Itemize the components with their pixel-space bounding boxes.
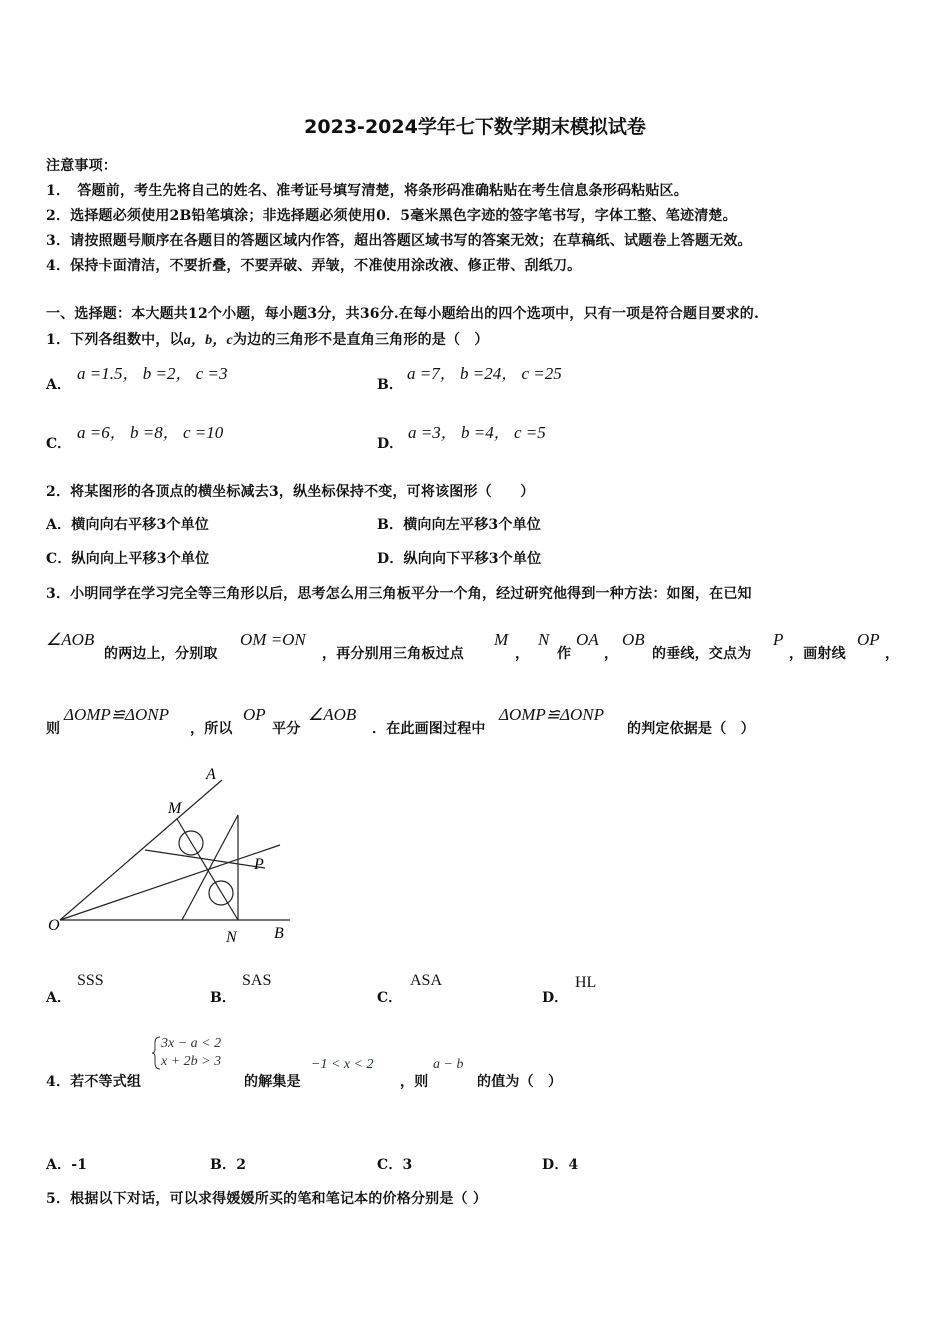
q2-option-a: A．横向向右平移3个单位 (46, 517, 210, 533)
q4-option-b: B．2 (210, 1157, 247, 1173)
q3-option-a-value: SSS (77, 972, 104, 989)
q1-option-b-value: a =7， b =24， c =25 (407, 364, 562, 383)
label-o: O (48, 917, 60, 934)
notice-item: 3．请按照题号顺序在各题目的答题区域内作答，超出答题区域书写的答案无效；在草稿纸、试题卷上答题无效。 (46, 233, 752, 249)
q3-op: OP (243, 705, 266, 724)
q2-option-c: C．纵向向上平移3个单位 (46, 551, 210, 567)
label-a: A (206, 766, 216, 783)
q3-comma: ， (515, 646, 530, 662)
q3-text: ，再分别用三角板过点 (322, 646, 464, 662)
q3-text: 作 (557, 646, 572, 662)
q4-text: 的值为（ ） (477, 1074, 563, 1090)
ray-op (60, 845, 280, 920)
q3-text: 则 (46, 721, 61, 737)
label-p: P (254, 856, 264, 873)
q3-angle-aob: ∠AOB (46, 630, 95, 649)
q2-stem: 2．将某图形的各顶点的横坐标减去3，纵坐标保持不变，可将该图形（ ） (46, 484, 535, 500)
notice-heading: 注意事项： (46, 158, 117, 174)
q1-option-a-value: a =1.5， b =2， c =3 (77, 364, 228, 383)
q3-angle-aob: ∠AOB (308, 705, 357, 724)
q4-expression: a − b (433, 1057, 464, 1072)
q4-system: 3x − a < 2 x + 2b > 3 (161, 1036, 222, 1069)
q3-option-a-label: A． (46, 990, 71, 1006)
section-heading: 一、选择题：本大题共12个小题，每小题3分，共36分.在每小题给出的四个选项中，只有一项是符合题目要求的. (46, 306, 760, 322)
q3-text: 的垂线，交点为 (652, 646, 752, 662)
notice-item: 4．保持卡面清洁，不要折叠，不要弄破、弄皱，不准使用涂改液、修正带、刮纸刀。 (46, 258, 582, 274)
q3-point-p: P (773, 630, 784, 649)
label-b: B (274, 925, 284, 942)
q4-option-d: D．4 (542, 1157, 579, 1173)
q3-text: 的判定依据是（ ） (627, 721, 755, 737)
q3-line1: 3．小明同学在学习完全等三角形以后，思考怎么用三角板平分一个角，经过研究他得到一种方法：如图，在已知 (46, 586, 752, 602)
q2-option-b: B．横向向左平移3个单位 (377, 517, 541, 533)
q3-point-n: N (538, 630, 550, 649)
label-m: M (168, 800, 182, 817)
q3-congruence: ΔOMP≌ΔONP (64, 705, 170, 724)
q3-oa: OA (576, 630, 599, 649)
q4-option-c: C．3 (377, 1157, 413, 1173)
q3-figure (40, 760, 310, 950)
q3-option-d-label: D． (542, 990, 569, 1006)
label-n: N (226, 929, 237, 946)
q1-option-d-value: a =3， b =4， c =5 (408, 423, 546, 442)
q2-option-d: D．纵向向下平移3个单位 (377, 551, 542, 567)
q3-ob: OB (622, 630, 645, 649)
q1-option-b-label: B． (377, 377, 403, 393)
notice-item: 2．选择题必须使用2B铅笔填涂；非选择题必须使用0．5毫米黑色字迹的签字笔书写，字体工整、笔迹清楚。 (46, 208, 737, 224)
q1-option-c-label: C． (46, 436, 72, 452)
q3-text: 平分 (272, 721, 301, 737)
q3-option-d-value: HL (575, 974, 597, 991)
q3-text: ，所以 (190, 721, 233, 737)
q3-option-b-value: SAS (242, 972, 272, 989)
q1-option-c-value: a =6， b =8， c =10 (77, 423, 224, 442)
ray-oa (60, 780, 222, 920)
q1-option-d-label: D． (377, 436, 404, 452)
q4-text: 4．若不等式组 (46, 1074, 142, 1090)
notice-item: 1． 答题前，考生先将自己的姓名、准考证号填写清楚，将条形码准确粘贴在考生信息条形码粘贴区。 (46, 183, 688, 199)
q4-text: 的解集是 (244, 1074, 301, 1090)
q5-stem: 5．根据以下对话，可以求得媛媛所买的笔和笔记本的价格分别是（ ） (46, 1191, 488, 1207)
q3-option-c-label: C． (377, 990, 403, 1006)
q3-point-m: M (494, 630, 509, 649)
q1-stem: 1．下列各组数中，以a，b，c为边的三角形不是直角三角形的是（ ） (46, 332, 489, 348)
q4-range: −1 < x < 2 (311, 1057, 374, 1072)
q3-text: 的两边上，分别取 (104, 646, 218, 662)
q3-op: OP (857, 630, 880, 649)
q3-text: ．在此画图过程中 (372, 721, 486, 737)
q3-comma: ， (604, 646, 619, 662)
q1-option-a-label: A． (46, 377, 71, 393)
q3-option-b-label: B． (210, 990, 236, 1006)
q3-option-c-value: ASA (410, 972, 443, 989)
q3-text: ，画射线 (789, 646, 846, 662)
page-title: 2023-2024学年七下数学期末模拟试卷 (304, 116, 646, 138)
q4-option-a: A．-1 (46, 1157, 88, 1173)
q3-congruence: ΔOMP≌ΔONP (499, 705, 605, 724)
q3-text: ， (885, 646, 900, 662)
q4-text: ，则 (400, 1074, 429, 1090)
perpendicular-m (177, 819, 238, 920)
q3-om-on: OM =ON (240, 630, 306, 649)
